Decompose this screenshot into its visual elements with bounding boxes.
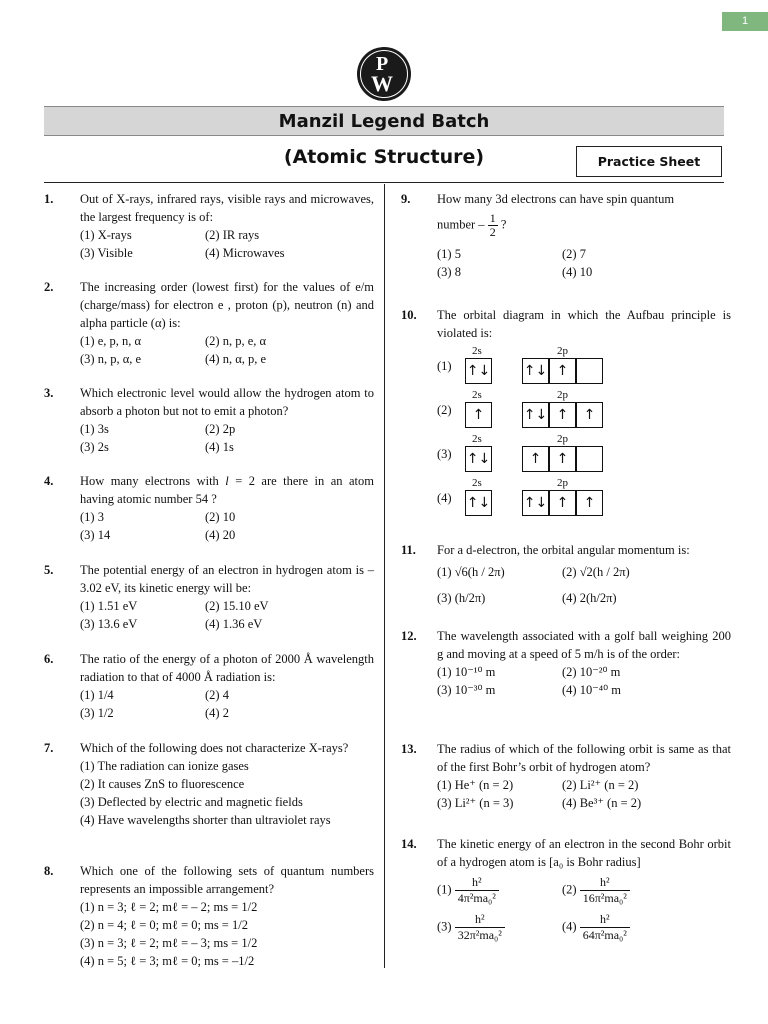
question-number: 6. — [44, 652, 54, 666]
orbital-2s-label: 2s — [472, 433, 482, 445]
option-1: (1) 10⁻¹⁰ m — [437, 665, 496, 679]
option-1: (1) X-rays — [80, 228, 132, 242]
question-number: 13. — [401, 742, 417, 756]
question-12 — [401, 627, 731, 699]
question-text-c: ? — [500, 217, 507, 232]
question-text — [437, 190, 731, 239]
options — [80, 686, 374, 722]
option-2: (2) 7 — [562, 247, 586, 261]
logo-letter-w: W — [371, 71, 393, 96]
question-11 — [401, 541, 731, 607]
question-text: Which one of the following sets of quantum numbers represents an impossible arrangement? — [80, 864, 374, 896]
option-fraction — [455, 875, 499, 906]
question-4 — [44, 472, 374, 544]
orbital-box-2p — [576, 446, 603, 472]
question-text-b: number – — [437, 217, 485, 232]
options — [80, 898, 374, 970]
question-5 — [44, 561, 374, 633]
option-4: (4) 10⁻⁴⁰ m — [562, 683, 622, 697]
question-text-b: = 2 are there in an atom having atomic number 54 ? — [80, 474, 374, 506]
option-1: (1) e, p, n, α — [80, 334, 142, 348]
option-3: (3) Li²⁺ (n = 3) — [437, 796, 514, 810]
fraction-numerator: h² — [455, 875, 499, 891]
question-text — [80, 472, 374, 508]
fraction-denominator: 4π²ma₀² — [457, 891, 496, 905]
option-2: (2) IR rays — [205, 228, 260, 242]
question-number: 9. — [401, 192, 411, 206]
options — [437, 663, 731, 699]
question-text: Which of the following does not characterize X-rays? — [80, 741, 349, 755]
question-9 — [401, 190, 731, 281]
header-divider — [44, 182, 724, 183]
option-1: (1) 3 — [80, 510, 104, 524]
question-text: The wavelength associated with a golf ball weighing 200 g and moving at a speed of 5 m/h is of the order: — [437, 629, 731, 661]
orbital-box-2s: ↑↓ — [465, 446, 492, 472]
question-7 — [44, 739, 374, 829]
options — [80, 597, 374, 633]
fraction-numerator: h² — [580, 912, 630, 928]
option-2: (2) n, p, e, α — [205, 334, 267, 348]
option-1: (1) √6(h / 2π) — [437, 565, 505, 579]
option-1: (1) 3s — [80, 422, 109, 436]
question-text: The orbital diagram in which the Aufbau principle is violated is: — [437, 308, 731, 340]
option-2: (2) It causes ZnS to fluorescence — [80, 777, 245, 791]
fraction-numerator: 1 — [489, 211, 496, 225]
orbital-box-2p: ↑ — [549, 358, 576, 384]
fraction-numerator: h² — [455, 912, 505, 928]
question-text: Out of X-rays, infrared rays, visible rays and microwaves, the largest frequency is of: — [80, 192, 374, 224]
option-2: (2) n = 4; ℓ = 0; mℓ = 0; ms = 1/2 — [80, 918, 248, 932]
orbital-box-2p — [576, 358, 603, 384]
option-3: (3) 1/2 — [80, 706, 114, 720]
option-label: (4) — [562, 919, 577, 934]
question-text-a: How many electrons with — [80, 474, 226, 488]
fraction-denominator: 64π²ma₀² — [582, 928, 627, 942]
option-3: (3) Visible — [80, 246, 133, 260]
question-number: 12. — [401, 629, 417, 643]
orbital-box-2p: ↑↓ — [522, 402, 549, 428]
options — [437, 776, 731, 812]
option-label: (2) — [562, 882, 577, 897]
option-1: (1) n = 3; ℓ = 2; mℓ = – 2; ms = 1/2 — [80, 900, 258, 914]
question-text: The kinetic energy of an electron in the second Bohr orbit of a hydrogen atom is [a₀ is Bohr radius] — [437, 837, 731, 869]
option-3: (3) 8 — [437, 265, 461, 279]
fraction-denominator: 16π²ma₀² — [582, 891, 627, 905]
option-fraction — [455, 912, 505, 943]
option-3: (3) n = 3; ℓ = 2; mℓ = – 3; ms = 1/2 — [80, 936, 258, 950]
option-2: (2) 2p — [205, 422, 236, 436]
options — [80, 332, 374, 368]
orbital-2s-label: 2s — [472, 389, 482, 401]
option-1: (1) 1.51 eV — [80, 599, 138, 613]
orbital-box-2p: ↑ — [549, 446, 576, 472]
question-text-a: How many 3d electrons can have spin quantum — [437, 192, 675, 206]
pw-logo — [357, 47, 411, 101]
orbital-box-2p: ↑↓ — [522, 358, 549, 384]
orbital-box-2p: ↑ — [549, 490, 576, 516]
option-1 — [437, 875, 562, 906]
orbital-box-2s: ↑ — [465, 402, 492, 428]
batch-title: Manzil Legend Batch — [44, 106, 724, 136]
option-label: (4) — [437, 491, 452, 505]
option-3: (3) Deflected by electric and magnetic fields — [80, 795, 303, 809]
orbital-option-3 — [437, 433, 637, 473]
orbital-box-2s: ↑↓ — [465, 490, 492, 516]
fraction-numerator: h² — [580, 875, 630, 891]
orbital-option-4 — [437, 477, 637, 517]
option-4: (4) 1s — [205, 440, 234, 454]
question-text: For a d-electron, the orbital angular momentum is: — [437, 543, 690, 557]
page-number-badge: 1 — [722, 12, 768, 31]
question-2 — [44, 278, 374, 368]
option-4: (4) n, α, p, e — [205, 352, 267, 366]
option-4: (4) 1.36 eV — [205, 617, 263, 631]
question-text: The potential energy of an electron in hydrogen atom is – 3.02 eV, its kinetic energy will be: — [80, 563, 374, 595]
orbital-box-2p: ↑↓ — [522, 490, 549, 516]
options — [437, 875, 731, 943]
orbital-box-2p: ↑ — [549, 402, 576, 428]
option-2: (2) 4 — [205, 688, 229, 702]
orbital-box-2s: ↑↓ — [465, 358, 492, 384]
option-3: (3) 13.6 eV — [80, 617, 138, 631]
question-6 — [44, 650, 374, 722]
option-3: (3) 2s — [80, 440, 109, 454]
orbital-2p-label: 2p — [557, 345, 568, 357]
option-4: (4) Be³⁺ (n = 2) — [562, 796, 642, 810]
orbital-box-2p: ↑ — [522, 446, 549, 472]
fraction — [488, 212, 498, 239]
option-1: (1) 5 — [437, 247, 461, 261]
option-label: (1) — [437, 359, 452, 373]
fraction-denominator: 2 — [489, 225, 496, 239]
orbital-2s-label: 2s — [472, 477, 482, 489]
question-number: 11. — [401, 543, 416, 557]
question-8 — [44, 862, 374, 970]
azimuthal-symbol: l — [225, 474, 229, 488]
option-3: (3) n, p, α, e — [80, 352, 142, 366]
option-4: (4) Have wavelengths shorter than ultraviolet rays — [80, 813, 331, 827]
question-number: 4. — [44, 474, 54, 488]
option-4: (4) 10 — [562, 265, 593, 279]
option-4: (4) 2 — [205, 706, 229, 720]
options — [80, 420, 374, 456]
orbital-2p-label: 2p — [557, 433, 568, 445]
orbital-2p-label: 2p — [557, 477, 568, 489]
fraction-denominator: 32π²ma₀² — [457, 928, 502, 942]
question-number: 14. — [401, 837, 417, 851]
option-1: (1) He⁺ (n = 2) — [437, 778, 514, 792]
option-2 — [562, 875, 731, 906]
question-text: The radius of which of the following orbit is same as that of the first Bohr’s orbit of hydrogen atom? — [437, 742, 731, 774]
option-1: (1) The radiation can ionize gases — [80, 759, 249, 773]
option-label: (3) — [437, 447, 452, 461]
column-divider — [384, 184, 385, 968]
option-label: (2) — [437, 403, 452, 417]
option-2: (2) 10⁻²⁰ m — [562, 665, 621, 679]
option-4: (4) Microwaves — [205, 246, 285, 260]
question-number: 5. — [44, 563, 54, 577]
question-13 — [401, 740, 731, 812]
option-1: (1) 1/4 — [80, 688, 114, 702]
option-2: (2) √2(h / 2π) — [562, 565, 630, 579]
question-number: 2. — [44, 280, 54, 294]
question-1 — [44, 190, 374, 262]
option-label: (1) — [437, 882, 452, 897]
topic-title: (Atomic Structure) — [283, 146, 485, 168]
orbital-option-1 — [437, 345, 637, 385]
question-number: 7. — [44, 741, 54, 755]
option-4: (4) 20 — [205, 528, 236, 542]
question-3 — [44, 384, 374, 456]
option-2: (2) Li²⁺ (n = 2) — [562, 778, 639, 792]
options — [437, 563, 731, 607]
question-number: 8. — [44, 864, 54, 878]
orbital-box-2p: ↑ — [576, 402, 603, 428]
option-label: (3) — [437, 919, 452, 934]
question-10 — [401, 306, 731, 342]
option-3: (3) 10⁻³⁰ m — [437, 683, 496, 697]
option-fraction — [580, 912, 630, 943]
question-text: Which electronic level would allow the hydrogen atom to absorb a photon but not to emit a photon? — [80, 386, 374, 418]
options — [80, 508, 374, 544]
option-3: (3) 14 — [80, 528, 111, 542]
orbital-box-2p: ↑ — [576, 490, 603, 516]
orbital-2s-label: 2s — [472, 345, 482, 357]
question-number: 1. — [44, 192, 54, 206]
option-2: (2) 10 — [205, 510, 236, 524]
orbital-option-2 — [437, 389, 637, 429]
orbital-2p-label: 2p — [557, 389, 568, 401]
question-number: 10. — [401, 308, 417, 322]
option-4: (4) 2(h/2π) — [562, 591, 617, 605]
options — [80, 757, 374, 829]
option-4 — [562, 912, 731, 943]
option-3: (3) (h/2π) — [437, 591, 486, 605]
option-4: (4) n = 5; ℓ = 3; mℓ = 0; ms = –1/2 — [80, 954, 255, 968]
option-2: (2) 15.10 eV — [205, 599, 269, 613]
options — [437, 245, 731, 281]
sheet-type-box: Practice Sheet — [576, 146, 722, 177]
question-text: The ratio of the energy of a photon of 2000 Å wavelength radiation to that of 4000 Å radiation is: — [80, 652, 374, 684]
question-14 — [401, 835, 731, 943]
option-3 — [437, 912, 562, 943]
logo-letter-p: P — [376, 53, 389, 75]
options — [80, 226, 374, 262]
question-text: The increasing order (lowest first) for the values of e/m (charge/mass) for electron e , proton (p), neutron (n) and alpha particle (α) is: — [80, 280, 374, 330]
question-number: 3. — [44, 386, 54, 400]
option-fraction — [580, 875, 630, 906]
